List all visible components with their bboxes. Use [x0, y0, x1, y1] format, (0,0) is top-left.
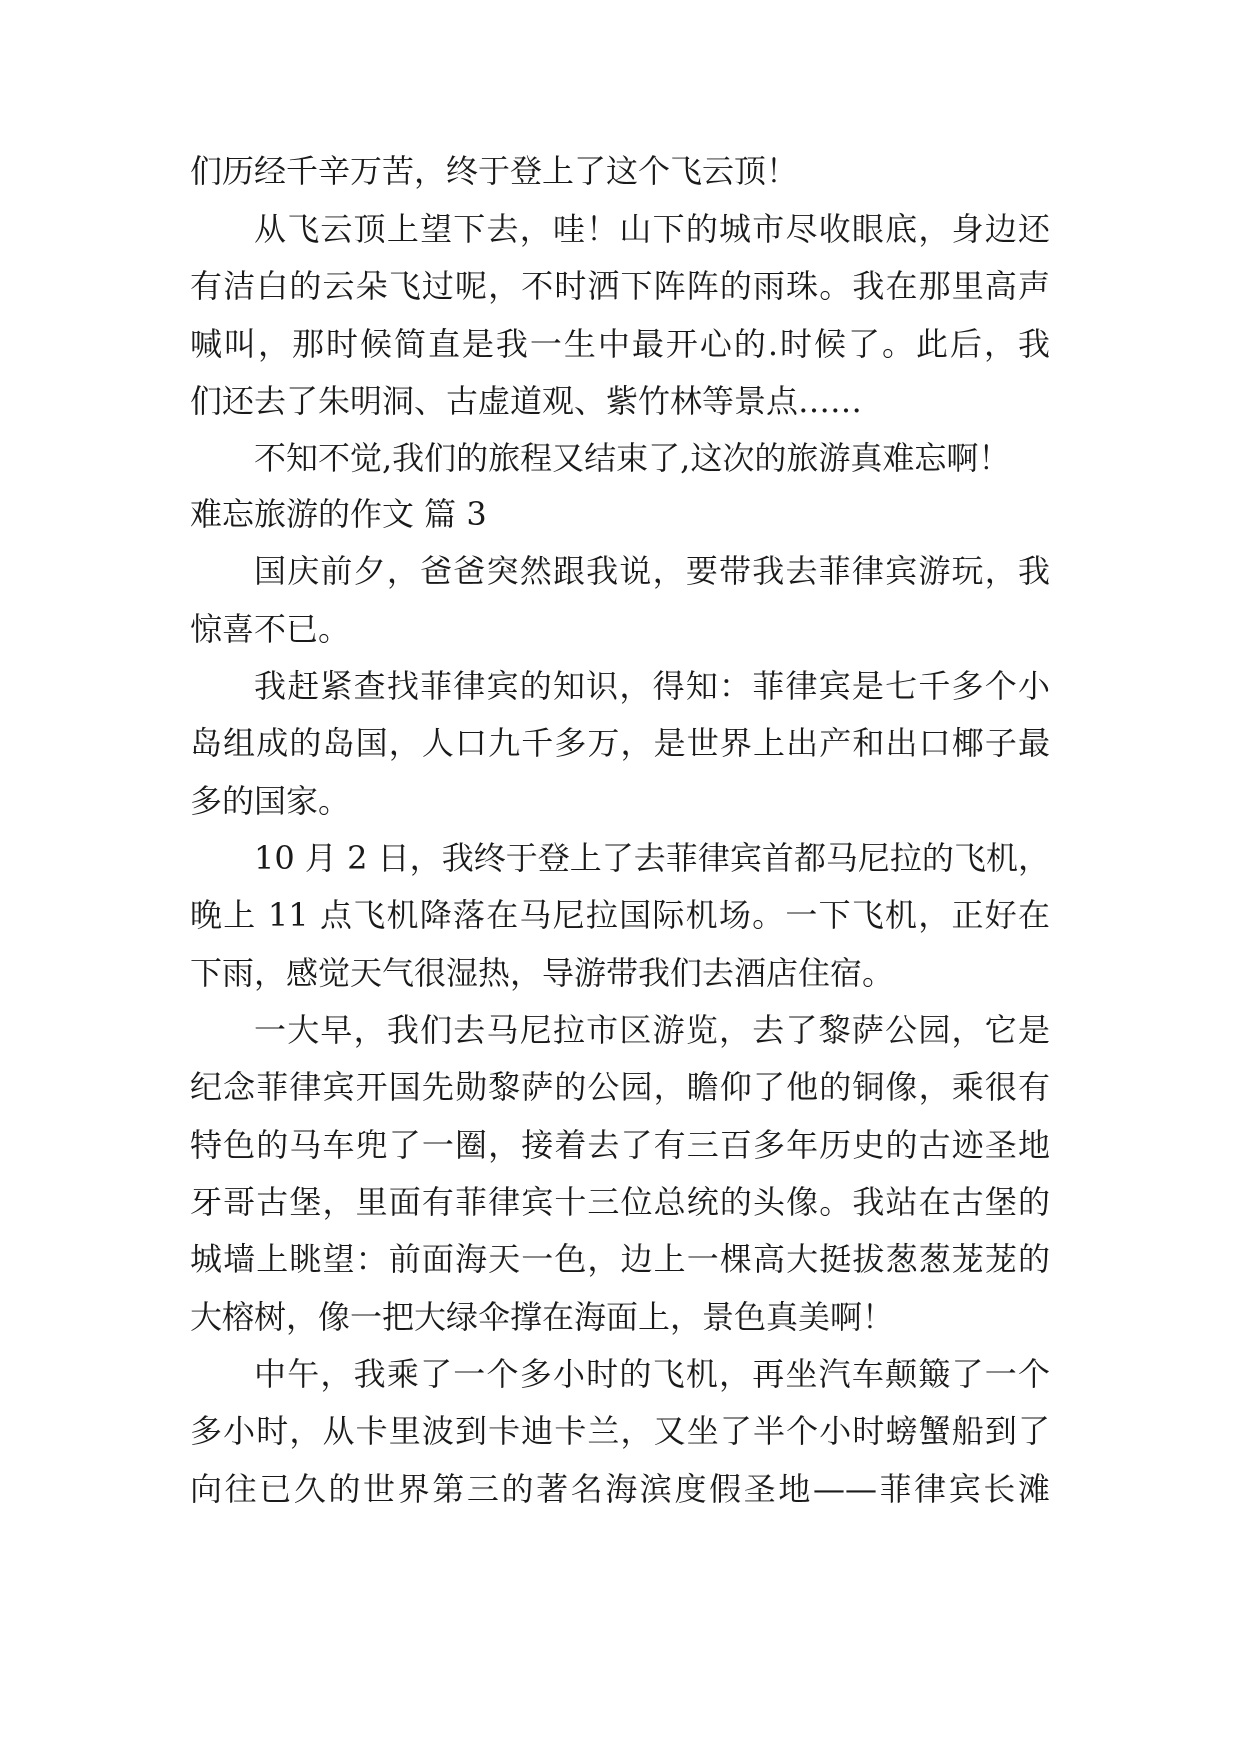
text-line: 喊叫，那时候简直是我一生中最开心的.时候了。此后，我 [190, 325, 1050, 363]
paragraph-first-line: 从飞云顶上望下去，哇！山下的城市尽收眼底，身边还 [254, 210, 1050, 248]
text-line: 多的国家。 [190, 782, 351, 820]
text-line: 牙哥古堡，里面有菲律宾十三位总统的头像。我站在古堡的 [190, 1183, 1050, 1221]
paragraph-first-line: 我赶紧查找菲律宾的知识，得知：菲律宾是七千多个小 [254, 667, 1050, 705]
text-line: 多小时，从卡里波到卡迪卡兰，又坐了半个小时螃蟹船到了 [190, 1412, 1050, 1450]
text-line: 大榕树，像一把大绿伞撑在海面上，景色真美啊！ [190, 1298, 895, 1336]
text-line: 晚上 11 点飞机降落在马尼拉国际机场。一下飞机，正好在 [190, 896, 1050, 934]
text-line: 特色的马车兜了一圈，接着去了有三百多年历史的古迹圣地 [190, 1126, 1050, 1164]
text-line: 下雨，感觉天气很湿热，导游带我们去酒店住宿。 [190, 954, 895, 992]
text-line: 岛组成的岛国，人口九千多万，是世界上出产和出口椰子最 [190, 724, 1050, 762]
text-line: 纪念菲律宾开国先勋黎萨的公园，瞻仰了他的铜像，乘很有 [190, 1068, 1050, 1106]
paragraph-first-line: 一大早，我们去马尼拉市区游览，去了黎萨公园，它是 [254, 1011, 1050, 1049]
section-heading: 难忘旅游的作文 篇 3 [190, 495, 487, 533]
text-line: 们还去了朱明洞、古虚道观、紫竹林等景点…… [190, 382, 863, 420]
text-line: 有洁白的云朵飞过呢，不时洒下阵阵的雨珠。我在那里高声 [190, 267, 1050, 305]
paragraph-first-line: 中午，我乘了一个多小时的飞机，再坐汽车颠簸了一个 [254, 1355, 1050, 1393]
paragraph-first-line: 国庆前夕，爸爸突然跟我说，要带我去菲律宾游玩，我 [254, 552, 1050, 590]
paragraph-first-line: 不知不觉,我们的旅程又结束了,这次的旅游真难忘啊！ [254, 439, 1011, 477]
text-line: 城墙上眺望：前面海天一色，边上一棵高大挺拔葱葱茏茏的 [190, 1240, 1050, 1278]
paragraph-first-line: 10 月 2 日，我终于登上了去菲律宾首都马尼拉的飞机， [254, 839, 1050, 877]
text-line: 向往已久的世界第三的著名海滨度假圣地——菲律宾长滩 [190, 1470, 1050, 1508]
text-line: 们历经千辛万苦，终于登上了这个飞云顶！ [190, 152, 799, 190]
text-line: 惊喜不已。 [190, 610, 351, 648]
